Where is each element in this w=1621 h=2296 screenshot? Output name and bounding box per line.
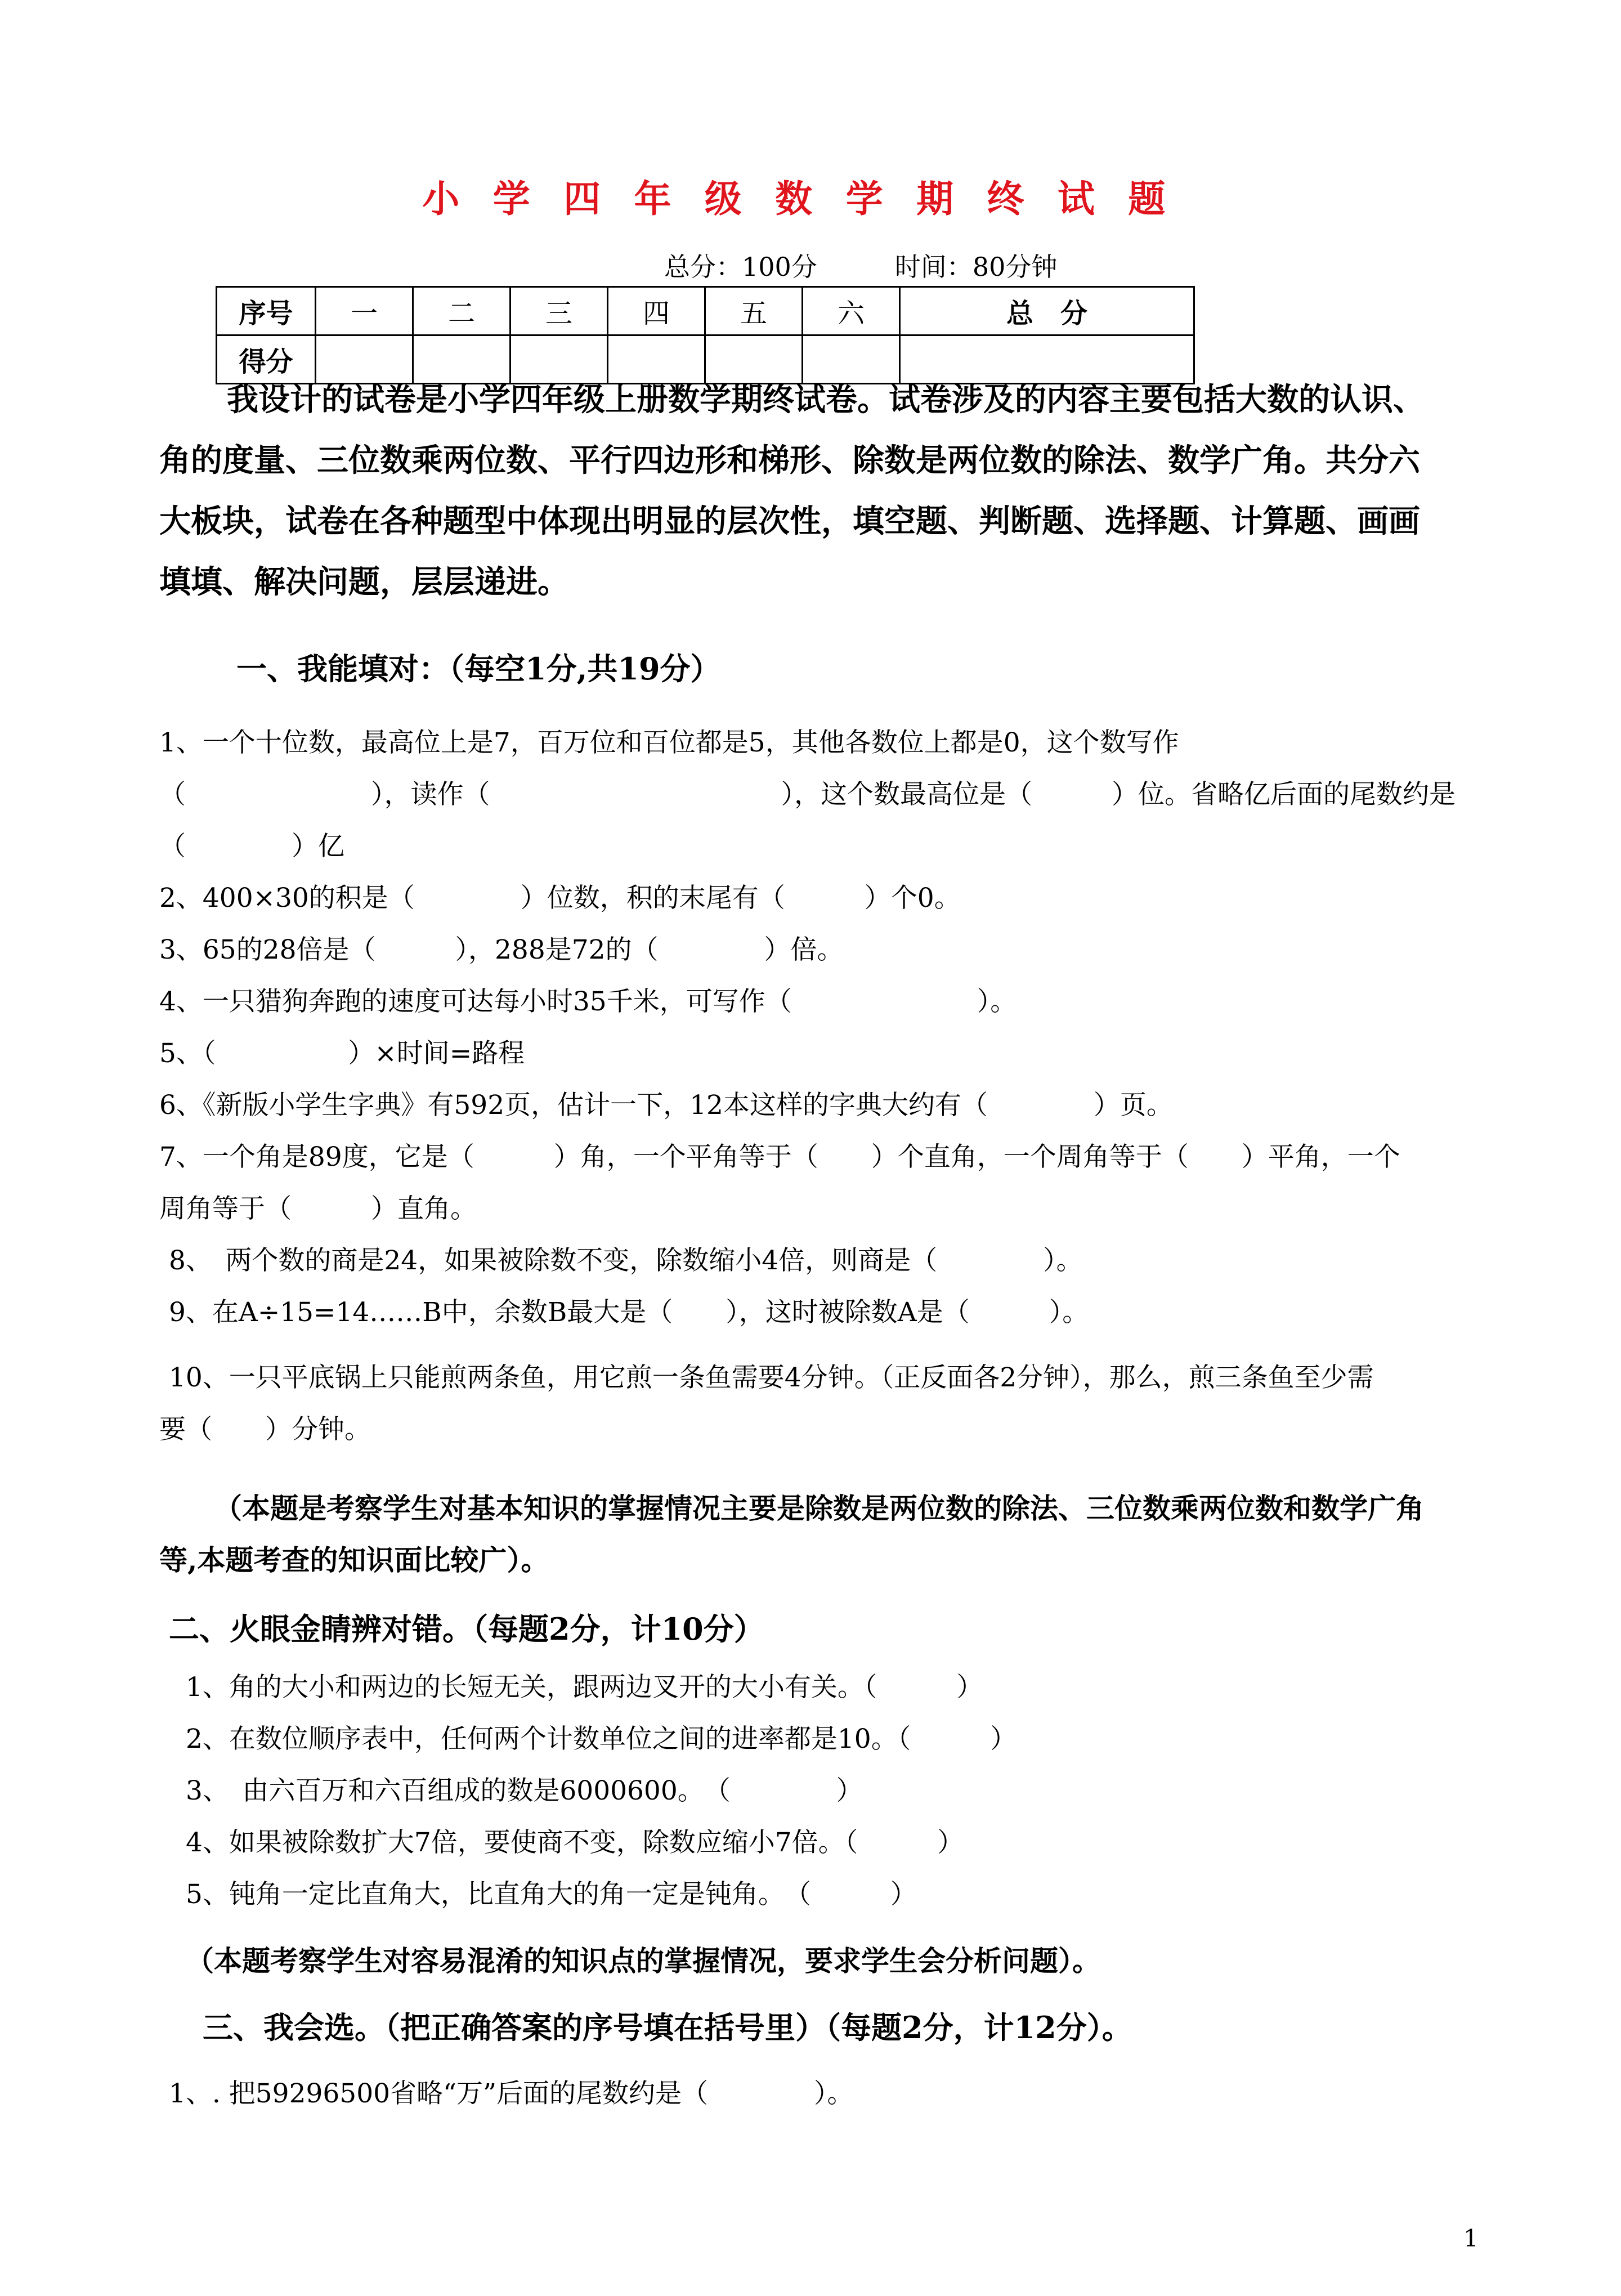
header-cell-3: 三 xyxy=(511,287,608,335)
exam-time: 时间：80分钟 xyxy=(894,252,1058,282)
intro-line: 大板块，试卷在各种题型中体现出明显的层次性，填空题、判断题、选择题、计算题、画画 xyxy=(159,503,1420,540)
question-line: 10、一只平底锅上只能煎两条鱼，用它煎一条鱼需要4分钟。（正反面各2分钟），那么，煎三条鱼至少需 xyxy=(169,1362,1374,1393)
exam-meta xyxy=(664,247,1057,284)
intro-line: 角的度量、三位数乘两位数、平行四边形和梯形、除数是两位数的除法、数学广角。共分六 xyxy=(159,442,1420,479)
question-line: 5、（ ）×时间=路程 xyxy=(159,1038,525,1069)
question-line: 6、《新版小学生字典》有592页，估计一下，12本这样的字典大约有（ ）页。 xyxy=(159,1090,1173,1121)
row-label-score: 得分 xyxy=(217,335,316,384)
total-score: 总分：100分 xyxy=(664,252,817,282)
header-cell-5: 五 xyxy=(705,287,803,335)
question-line: 1、角的大小和两边的长短无关，跟两边叉开的大小有关。（ ） xyxy=(186,1672,983,1703)
score-table-header-row xyxy=(217,287,1194,335)
question-line: 9、在A÷15=14……B中，余数B最大是（ ），这时被除数A是（ ）。 xyxy=(169,1297,1089,1328)
question-line: 4、一只猎狗奔跑的速度可达每小时35千米，可写作（ ）。 xyxy=(159,986,1017,1017)
page-number: 1 xyxy=(1463,2225,1479,2252)
header-cell-number: 序号 xyxy=(217,287,316,335)
question-line: （ ）亿 xyxy=(159,831,344,862)
header-cell-4: 四 xyxy=(608,287,705,335)
header-cell-1: 一 xyxy=(316,287,413,335)
section1-note: （本题是考察学生对基本知识的掌握情况主要是除数是两位数的除法、三位数乘两位数和数学广角 xyxy=(214,1492,1424,1525)
question-line: 1、一个十位数，最高位上是7，百万位和百位都是5，其他各数位上都是0，这个数写作 xyxy=(159,727,1179,758)
question-line: （ ），读作（ ），这个数最高位是（ ）位。省略亿后面的尾数约是 xyxy=(159,779,1456,810)
header-cell-6: 六 xyxy=(803,287,900,335)
intro-line: 我设计的试卷是小学四年级上册数学期终试卷。试卷涉及的内容主要包括大数的认识、 xyxy=(227,381,1425,418)
intro-line: 填填、解决问题，层层递进。 xyxy=(159,563,569,601)
question-line: 2、在数位顺序表中，任何两个计数单位之间的进率都是10。（ ） xyxy=(186,1724,1017,1755)
section1-note: 等,本题考查的知识面比较广）。 xyxy=(159,1543,549,1577)
header-cell-2: 二 xyxy=(413,287,511,335)
section3-heading: 三、我会选。（把正确答案的序号填在括号里）（每题2分，计12分）。 xyxy=(203,2009,1132,2046)
intro-paragraph xyxy=(159,369,1471,612)
question-line: 2、400×30的积是（ ）位数，积的末尾有（ ）个0。 xyxy=(159,883,961,914)
question-line: 3、 由六百万和六百组成的数是6000600。 （ ） xyxy=(186,1775,863,1806)
section2-heading: 二、火眼金睛辨对错。（每题2分，计10分） xyxy=(169,1611,764,1647)
header-cell-total: 总 分 xyxy=(900,287,1194,335)
question-line: 要（ ）分钟。 xyxy=(159,1414,371,1445)
question-line: 3、65的28倍是（ ），288是72的（ ）倍。 xyxy=(159,934,844,965)
section2-note: （本题考察学生对容易混淆的知识点的掌握情况，要求学生会分析问题）。 xyxy=(186,1944,1100,1977)
question-line: 8、 两个数的商是24，如果被除数不变，除数缩小4倍，则商是（ ）。 xyxy=(169,1245,1083,1276)
question-line: 周角等于（ ）直角。 xyxy=(159,1193,477,1224)
exam-title: 小学四年级数学期终试题 xyxy=(422,177,1199,221)
question-line: 7、一个角是89度，它是（ ）角，一个平角等于（ ）个直角，一个周角等于（ ）平角，一个 xyxy=(159,1142,1400,1172)
section1-heading: 一、我能填对：（每空1分,共19分） xyxy=(236,651,721,687)
question-line: 4、如果被除数扩大7倍，要使商不变，除数应缩小7倍。（ ） xyxy=(186,1827,964,1858)
question-line: 1、. 把59296500省略“万”后面的尾数约是（ ）。 xyxy=(169,2078,854,2109)
question-line: 5、钝角一定比直角大，比直角大的角一定是钝角。 （ ） xyxy=(186,1879,917,1910)
